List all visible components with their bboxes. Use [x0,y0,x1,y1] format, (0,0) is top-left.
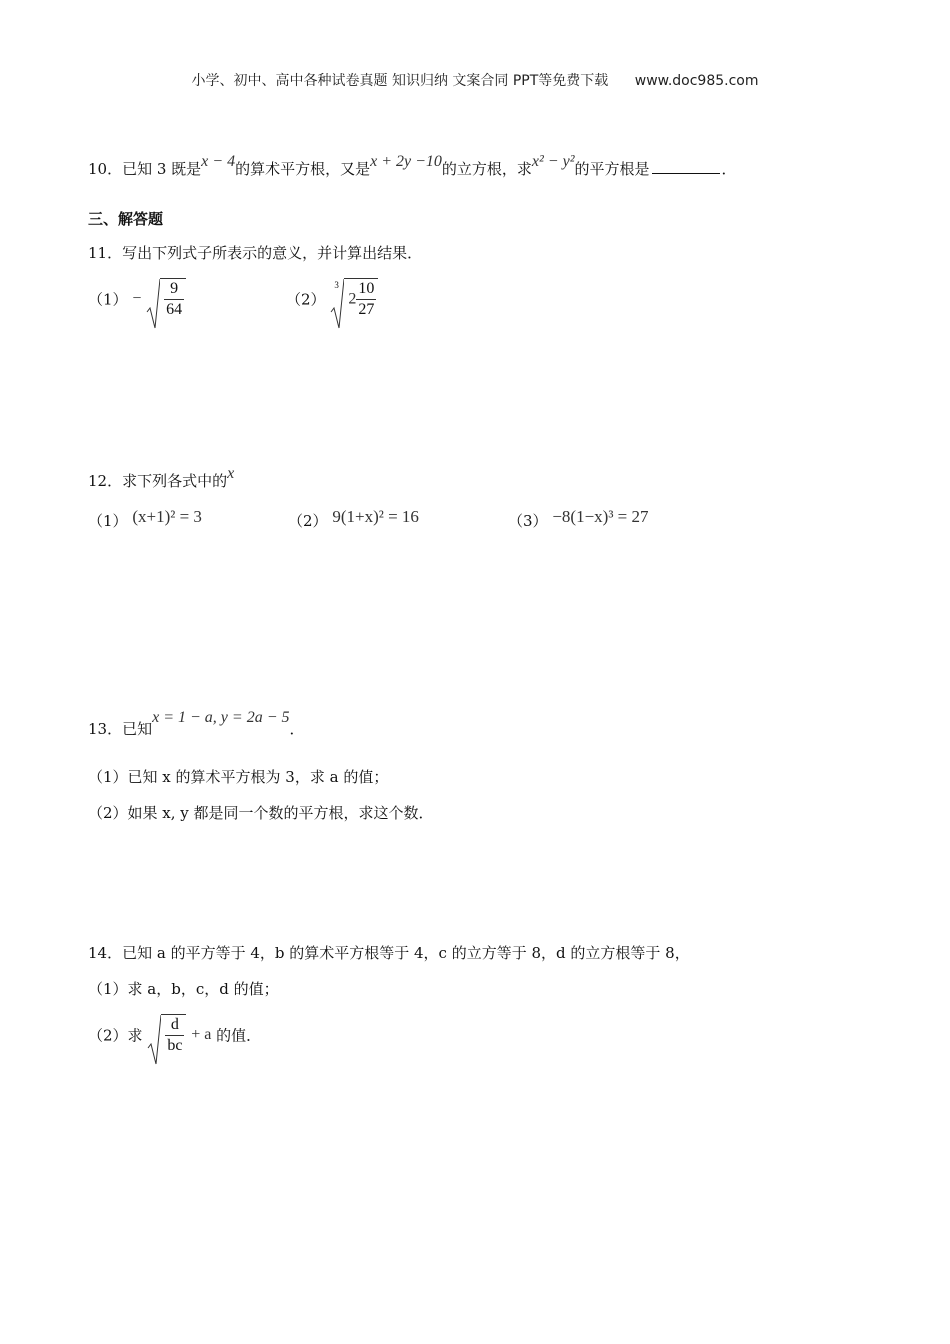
cube-root-symbol [330,278,378,320]
q12-part-1 [88,507,202,531]
question-10 [88,153,737,181]
q13-end: ． [289,720,305,738]
header-url[interactable]: www.doc985.com [634,73,759,89]
q12-stem-text: 12．求下列各式中的 [88,472,228,490]
section-heading: 三、解答题 [88,210,164,228]
q10-text-2: 的算术平方根，又是 [235,160,371,178]
q11-p1-label: （1） [88,290,128,309]
q12-p2-equation: 9(1+x)² = 16 [332,507,419,526]
sqrt-symbol [146,278,186,320]
question-14-stem: 14．已知 a 的平方等于 4，b 的算术平方根等于 4，c 的立方等于 8，d 的立方根等于 8， [88,944,690,962]
q13-stem-text: 13．已知 [88,720,153,738]
q11-p2-numerator: 10 [356,279,376,300]
q12-p3-label: （3） [508,512,548,530]
q11-p2-whole: 2 [348,290,357,308]
q11-p1-numerator: 9 [164,279,184,300]
q12-part-2 [288,507,419,531]
q14-p2-denominator: bc [167,1037,183,1054]
q10-end: ． [721,160,737,178]
q10-expr-2: x + 2y −10 [370,153,442,170]
root-index: 3 [334,280,339,290]
q12-p1-equation: (x+1)² = 3 [132,507,202,526]
q14-part-2 [88,1014,261,1056]
q14-p2-label: （2）求 [88,1026,143,1045]
q13-expr: x = 1 − a, y = 2a − 5 [152,709,290,726]
question-11-stem: 11．写出下列式子所表示的意义，并计算出结果． [88,244,423,262]
q10-text-1: 10．已知 3 既是 [88,160,202,178]
q12-p3-equation: −8(1−x)³ = 27 [552,507,649,526]
radical-icon [147,1014,161,1066]
q13-part-2: （2）如果 x, y 都是同一个数的平方根，求这个数． [88,804,434,822]
q14-p2-end: 的值． [216,1026,262,1045]
q14-p2-plus: + a [191,1026,212,1043]
q11-p1-sign: − [132,290,142,307]
q14-part-1: （1）求 a，b，c，d 的值； [88,980,279,998]
q11-part-2 [286,278,378,320]
answer-blank[interactable] [652,159,720,174]
q10-text-3: 的立方根，求 [441,160,532,178]
page-header [0,70,950,90]
q14-p2-numerator: d [165,1015,184,1036]
question-12-stem [88,465,235,493]
q10-text-4: 的平方根是 [574,160,650,178]
header-text: 小学、初中、高中各种试卷真题 知识归纳 文案合同 PPT等免费下载 [191,73,609,89]
q13-part-1: （1）已知 x 的算术平方根为 3，求 a 的值； [88,768,389,786]
q11-p2-denominator: 27 [358,301,375,318]
q11-part-1 [88,278,186,320]
sqrt-symbol [147,1014,186,1056]
question-13-stem [88,709,305,741]
q10-expr-1: x − 4 [201,153,236,170]
q12-p2-label: （2） [288,512,328,530]
q12-p1-label: （1） [88,512,128,530]
q12-part-3 [508,507,649,531]
radical-icon [146,278,160,330]
q10-expr-3: x² − y² [531,153,575,170]
q11-p2-label: （2） [286,290,326,309]
radical-icon [330,278,344,330]
q12-stem-var: x [227,465,235,482]
q11-p1-denominator: 64 [166,301,183,318]
